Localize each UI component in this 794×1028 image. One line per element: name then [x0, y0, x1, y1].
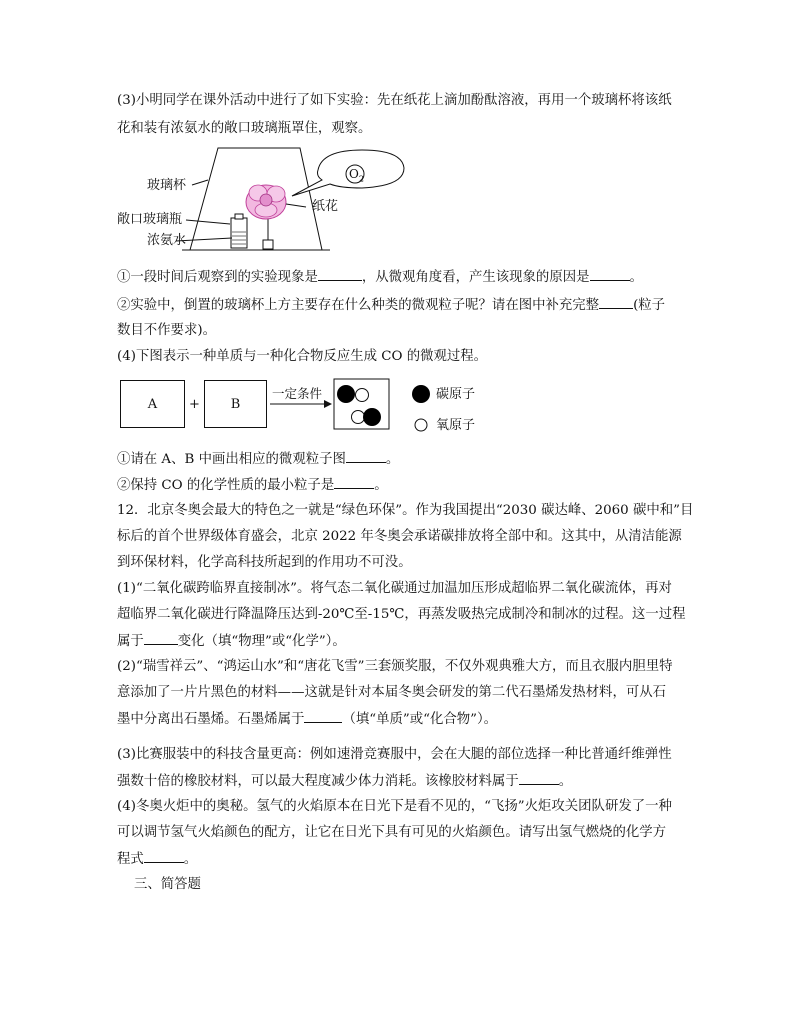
bubble-o-text: O — [349, 167, 359, 181]
q12-p3-text-a: 强数十倍的橡胶材料，可以最大程度减少体力消耗。该橡胶材料属于 — [117, 774, 519, 789]
legend-oxygen-icon — [415, 419, 427, 431]
q12-p1-line-1: (1)“二氧化碳跨临界直接制冰”。将气态二氧化碳通过加温加压形成超临界二氧化碳流体，再对 — [117, 581, 672, 596]
legend-oxygen-label: 氧原子 — [436, 418, 476, 433]
q12-p1-text-b: 变化（填“物理”或“化学”）。 — [177, 634, 346, 649]
legend-carbon-label: 碳原子 — [436, 387, 476, 402]
co2-carbon-atom — [363, 408, 381, 426]
plus-sign: + — [189, 397, 200, 412]
q12-p1-line-2: 超临界二氧化碳进行降温降压达到-20℃至-15℃，再蒸发吸热完成制冷和制冰的过程。这一过程 — [117, 607, 686, 622]
q12-p4-text-b: 。 — [183, 852, 198, 867]
q4-sub1 — [117, 450, 399, 469]
q4-sub2-text-a: ②保持 CO 的化学性质的最小粒子是 — [117, 478, 335, 493]
q12-intro-line-2: 标后的首个世界级体育盛会，北京 2022 年冬奥会承诺碳排放将全部中和。这其中，从清洁能源 — [117, 529, 682, 544]
box-b-label: B — [230, 396, 241, 412]
q12-p2-text-a: 墨中分离出石墨烯。石墨烯属于 — [117, 712, 305, 727]
q12-p2-line-2: 意添加了一片片黑色的材料——这就是针对本届冬奥会研发的第二代石墨烯发热材料，可从石 — [117, 685, 667, 700]
q3-sub1-text-b: ，从微观角度看，产生该现象的原因是 — [361, 270, 590, 285]
reaction-arrow-head — [324, 400, 332, 408]
section-heading-short-answer: 三、简答题 — [134, 877, 201, 892]
q3-sub1-text-c: 。 — [629, 270, 643, 285]
q12-p2-line-1: (2)“瑞雪祥云”、“鸿运山水”和“唐花飞雪”三套颁奖服，不仅外观典雅大方，而且衣服内胆里特 — [117, 659, 673, 674]
answer-blank[interactable] — [346, 450, 386, 463]
answer-blank[interactable] — [519, 772, 559, 785]
co1-carbon-atom — [337, 385, 355, 403]
q12-intro-line-3: 到环保材料，化学高科技所起到的作用功不可没。 — [117, 555, 412, 570]
q4-sub2-text-b: 。 — [374, 478, 388, 493]
q12-p4-line-3 — [117, 850, 197, 869]
q3-sub2-text-b: (粒子 — [633, 298, 666, 313]
q3-sub1-text-a: ①一段时间后观察到的实验现象是 — [117, 270, 318, 285]
q12-p4-text-a: 程式 — [117, 852, 144, 867]
q12-intro-line-1: 12．北京冬奥会最大的特色之一就是“绿色环保”。作为我国提出“2030 碳达峰、2060 碳中和”目 — [117, 503, 694, 518]
answer-blank[interactable] — [144, 632, 178, 645]
q4-intro: (4)下图表示一种单质与一种化合物反应生成 CO 的微观过程。 — [117, 349, 488, 364]
bubble-subscript: 2 — [358, 174, 364, 184]
q3-sub2-text-a: ②实验中，倒置的玻璃杯上方主要存在什么种类的微观粒子呢？请在图中补充完整 — [117, 298, 600, 313]
q3-sub2-cont: 数目不作要求)。 — [117, 323, 216, 338]
q12-p3-line-1: (3)比赛服装中的科技含量更高：例如速滑竞赛服中，会在大腿的部位选择一种比普通纤维弹性 — [117, 747, 672, 762]
q12-p1-line-3 — [117, 632, 346, 651]
q12-p4-line-1: (4)冬奥火炬中的奥秘。氢气的火焰原本在日光下是看不见的，“飞扬”火炬攻关团队研发了一种 — [117, 799, 672, 814]
co2-oxygen-atom — [352, 411, 365, 424]
q3-intro-line-2: 花和装有浓氨水的敞口玻璃瓶罩住，观察。 — [117, 121, 372, 136]
reaction-drawing — [0, 0, 794, 440]
q12-p3-line-2 — [117, 772, 572, 791]
answer-blank[interactable] — [144, 850, 184, 863]
q12-p2-line-3 — [117, 710, 497, 729]
q4-sub1-text-a: ①请在 A、B 中画出相应的微观粒子图 — [117, 452, 346, 467]
label-open-bottle: 敞口玻璃瓶 — [117, 212, 183, 227]
q4-sub2 — [117, 476, 388, 495]
label-ammonia: 浓氨水 — [147, 233, 187, 248]
box-a-label: A — [147, 396, 158, 412]
q12-p2-text-b: （填“单质”或“化合物”）。 — [342, 712, 498, 727]
q12-p1-text-a: 属于 — [117, 634, 144, 649]
co1-oxygen-atom — [356, 389, 369, 402]
label-paper-flower: 纸花 — [312, 199, 339, 214]
legend-carbon-icon — [412, 385, 430, 403]
label-glass-cup: 玻璃杯 — [147, 178, 187, 193]
q4-sub1-text-b: 。 — [385, 452, 400, 467]
q12-p4-line-2: 可以调节氢气火焰颜色的配方，让它在日光下具有可见的火焰颜色。请写出氢气燃烧的化学方 — [117, 825, 667, 840]
reaction-condition: 一定条件 — [272, 386, 323, 401]
answer-blank[interactable] — [304, 710, 342, 723]
q3-intro-line-1: (3)小明同学在课外活动中进行了如下实验：先在纸花上滴加酚酞溶液，再用一个玻璃杯将该纸 — [117, 93, 672, 108]
answer-blank[interactable] — [334, 476, 374, 489]
q12-p3-text-b: 。 — [558, 774, 573, 789]
